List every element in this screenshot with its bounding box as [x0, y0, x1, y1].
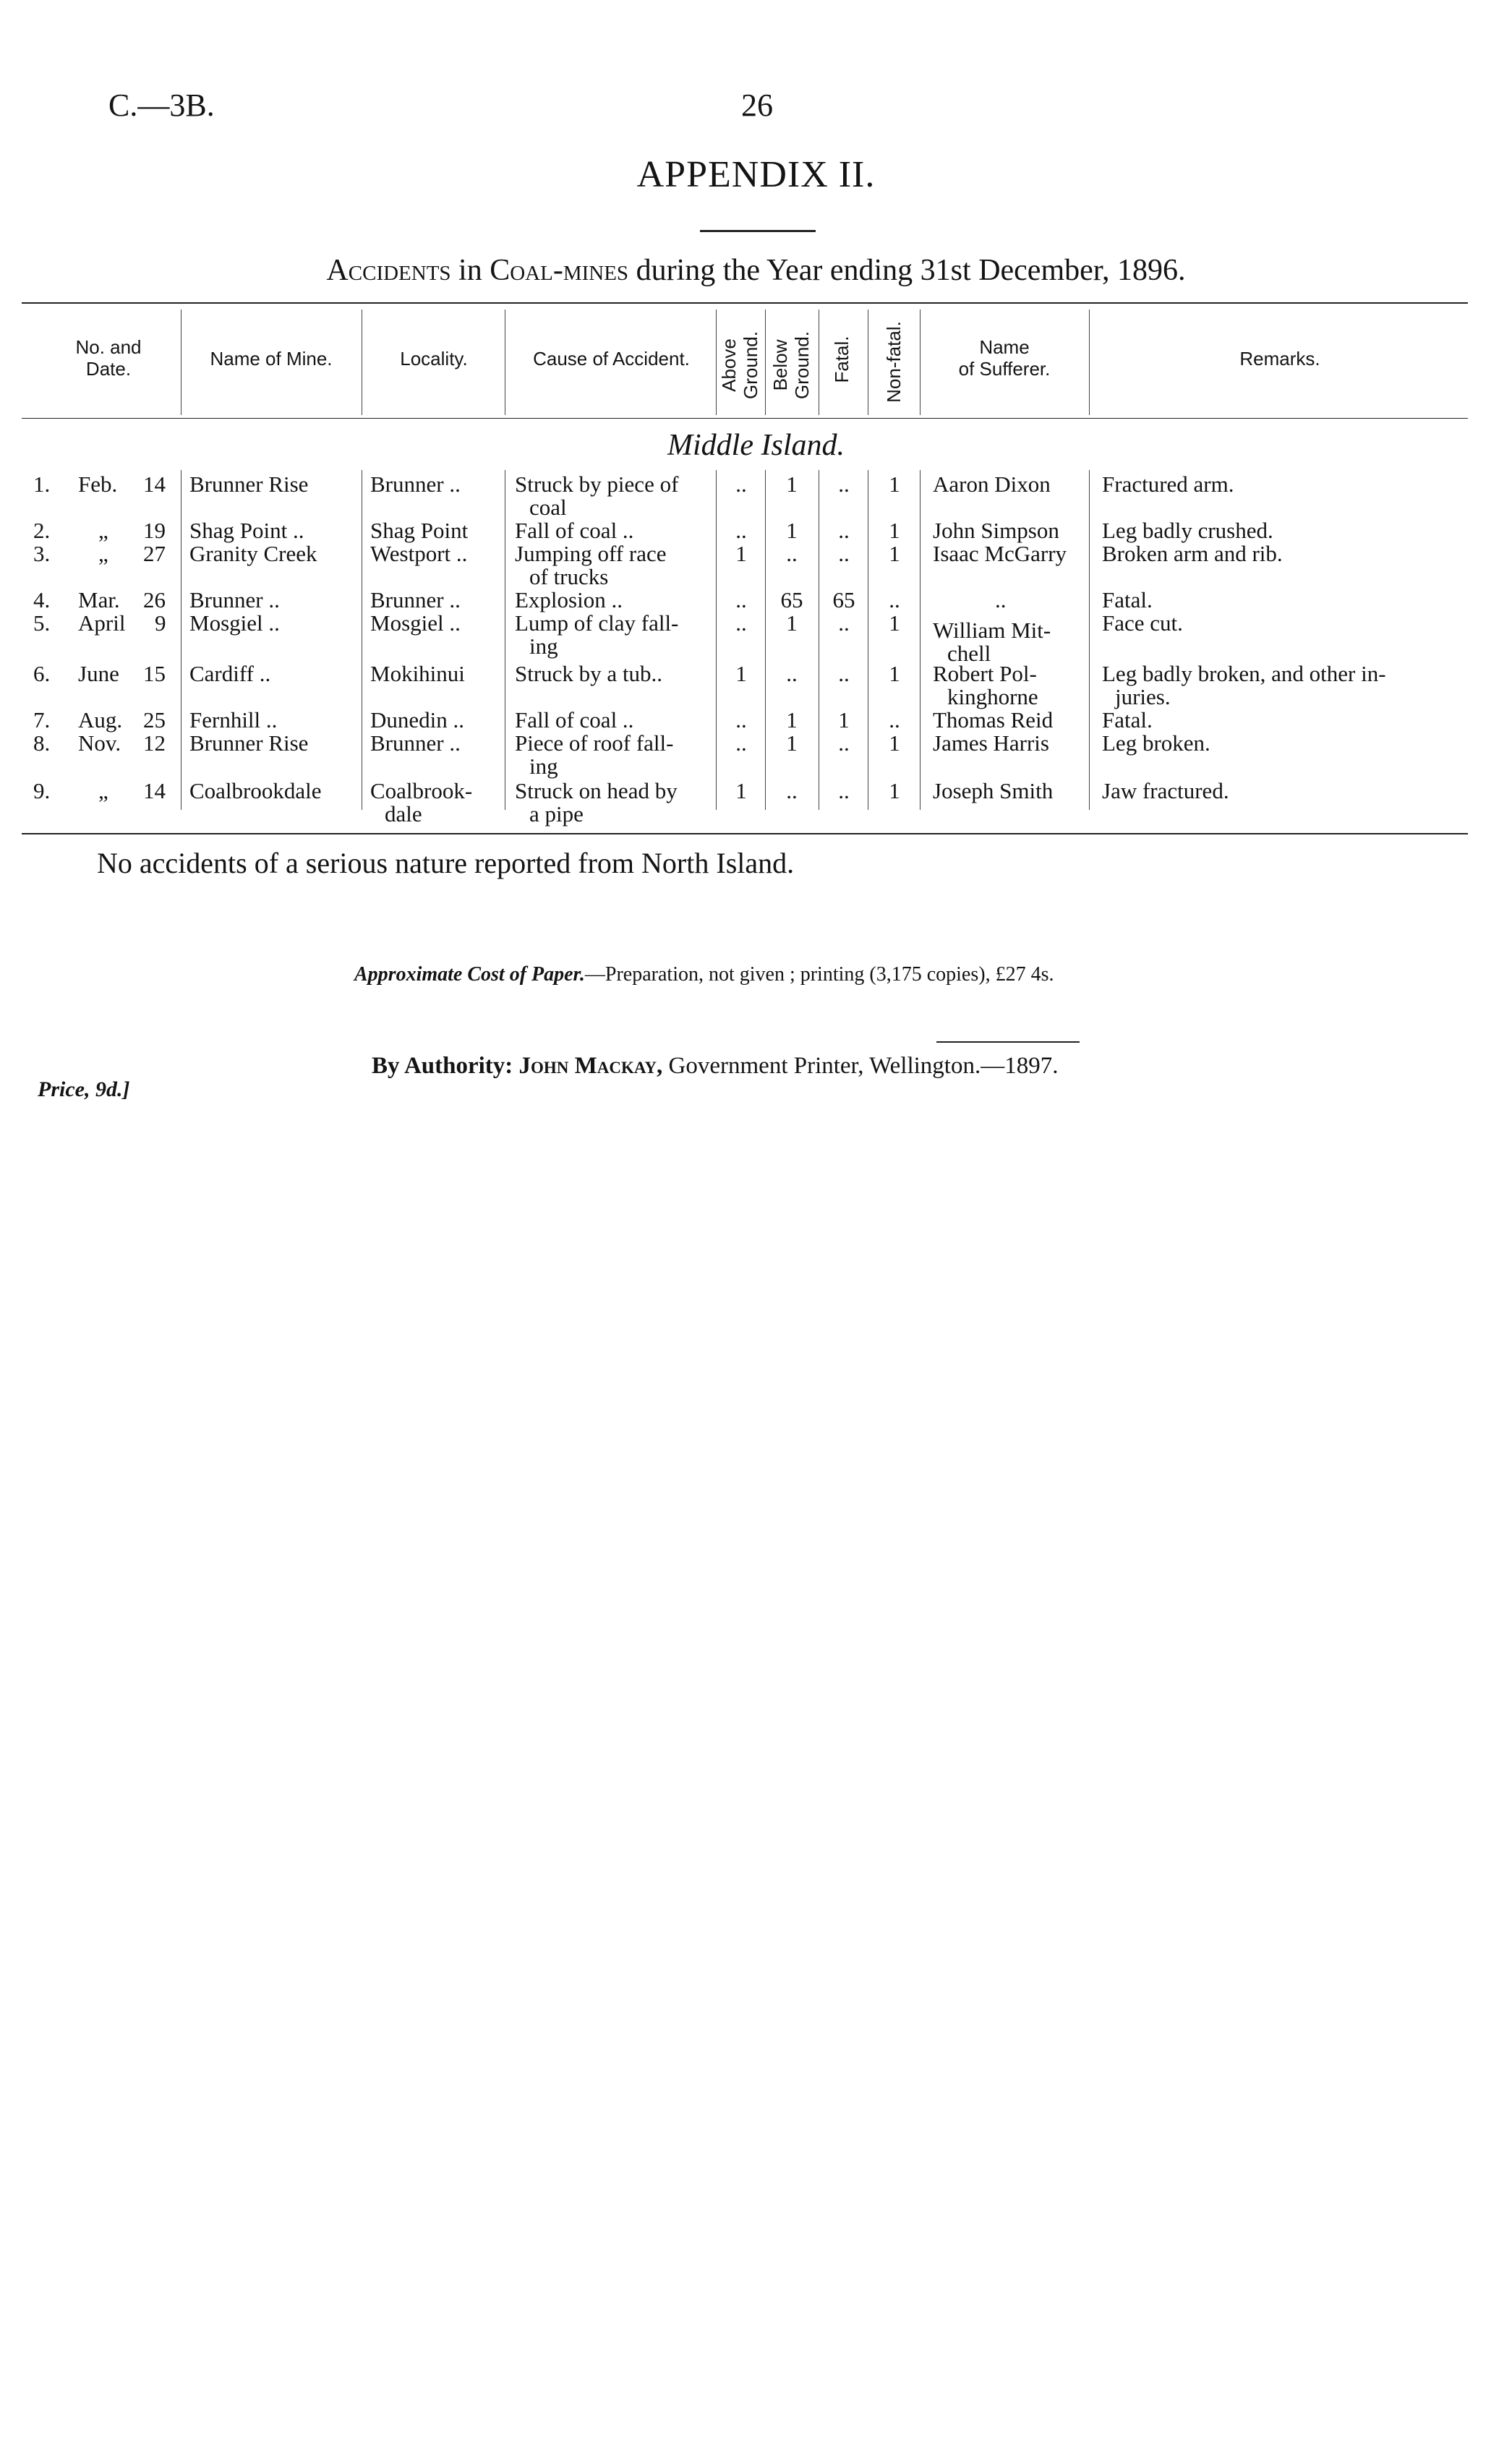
row-mine: Brunner .. [189, 587, 280, 612]
row-day: 25 [143, 707, 166, 733]
caption-word-accidents: Accidents [326, 254, 451, 287]
row-day: 15 [143, 661, 166, 686]
table-top-rule [22, 302, 1468, 304]
row-nonfatal: 1 [889, 730, 900, 756]
row-remarks: Leg broken. [1102, 730, 1210, 756]
row-remarks-line2: juries. [1115, 684, 1171, 709]
body-divider [716, 470, 717, 810]
row-locality: Shag Point [370, 518, 469, 543]
row-locality: Dunedin .. [370, 707, 465, 733]
document-code: C.—3B. [108, 87, 215, 123]
row-remarks: Fractured arm. [1102, 471, 1234, 497]
row-above: .. [735, 518, 747, 543]
row-nonfatal: 1 [889, 518, 900, 543]
row-nonfatal: 1 [889, 471, 900, 497]
row-cause-line1: Jumping off race [515, 541, 667, 566]
appendix-title: APPENDIX II. [636, 154, 876, 195]
row-above: .. [735, 707, 747, 733]
row-nonfatal: .. [889, 707, 900, 733]
row-below: 1 [786, 707, 798, 733]
row-fatal: .. [838, 610, 850, 636]
row-above: .. [735, 471, 747, 497]
row-day: 27 [143, 541, 166, 566]
row-cause-line1: Struck on head by [515, 778, 678, 803]
row-day: 19 [143, 518, 166, 543]
caption-rest: during the Year ending 31st December, 1896. [628, 254, 1186, 287]
authority-rest: Government Printer, Wellington.—1897. [662, 1053, 1059, 1079]
table-bottom-rule [22, 833, 1468, 834]
row-remarks: Fatal. [1102, 707, 1153, 733]
row-fatal: .. [838, 778, 850, 803]
table-caption [0, 253, 1512, 288]
row-nonfatal: 1 [889, 541, 900, 566]
row-number: 6. [33, 661, 51, 686]
row-cause-line2: ing [529, 753, 558, 779]
north-island-note: No accidents of a serious nature reported from North Island. [97, 847, 795, 879]
row-mine: Mosgiel .. [189, 610, 280, 636]
row-month: April [78, 610, 126, 636]
row-locality: Westport .. [370, 541, 468, 566]
row-cause-line1: Piece of roof fall- [515, 730, 674, 756]
row-mine: Coalbrookdale [189, 778, 322, 803]
row-mine: Brunner Rise [189, 730, 309, 756]
row-below: .. [786, 661, 798, 686]
row-below: 1 [786, 471, 798, 497]
row-locality: Mosgiel .. [370, 610, 461, 636]
row-above: .. [735, 587, 747, 612]
row-mine: Brunner Rise [189, 471, 309, 497]
row-sufferer: Isaac McGarry [933, 541, 1067, 566]
row-below: 1 [786, 518, 798, 543]
row-below: 65 [780, 587, 803, 612]
row-number: 7. [33, 707, 51, 733]
row-fatal: 1 [838, 707, 850, 733]
row-mine: Cardiff .. [189, 661, 271, 686]
cost-text: —Preparation, not given ; printing (3,175 copies), £27 4s. [584, 963, 1054, 986]
col-head-locality: Locality. [400, 348, 468, 370]
row-month: Nov. [78, 730, 121, 756]
authority-line [372, 1053, 1058, 1080]
row-remarks: Face cut. [1102, 610, 1183, 636]
row-nonfatal: .. [889, 587, 900, 612]
row-number: 3. [33, 541, 51, 566]
row-cause-line1: Struck by piece of [515, 471, 679, 497]
row-fatal: .. [838, 661, 850, 686]
row-cause-line2: ing [529, 633, 558, 659]
body-divider [920, 470, 921, 810]
row-month: Feb. [78, 471, 118, 497]
row-remarks: Leg badly crushed. [1102, 518, 1273, 543]
row-fatal: .. [838, 518, 850, 543]
row-month: June [78, 661, 119, 686]
row-nonfatal: 1 [889, 661, 900, 686]
row-month: „ [98, 778, 108, 803]
row-month: Aug. [78, 707, 123, 733]
cost-label: Approximate Cost of Paper. [354, 963, 585, 986]
row-mine: Fernhill .. [189, 707, 278, 733]
cost-of-paper [354, 963, 1054, 986]
row-sufferer: Joseph Smith [933, 778, 1054, 803]
row-fatal: .. [838, 541, 850, 566]
row-number: 4. [33, 587, 51, 612]
row-month: „ [98, 541, 108, 566]
row-above: 1 [735, 661, 747, 686]
row-sufferer-line1: William Mit- [933, 618, 1051, 643]
row-number: 5. [33, 610, 51, 636]
row-cause-line2: a pipe [529, 801, 584, 827]
row-remarks: Jaw fractured. [1102, 778, 1229, 803]
col-head-nonfatal: Non-fatal. [883, 321, 905, 403]
col-head-fatal: Fatal. [831, 336, 853, 383]
row-locality-line1: Coalbrook- [370, 778, 473, 803]
row-number: 1. [33, 471, 51, 497]
row-remarks: Broken arm and rib. [1102, 541, 1283, 566]
row-day: 12 [143, 730, 166, 756]
authority-rule [936, 1041, 1080, 1043]
row-cause-line1: Explosion .. [515, 587, 623, 612]
col-head-above-ground: Above Ground. [718, 331, 761, 399]
row-locality: Brunner .. [370, 730, 461, 756]
caption-word-coal-mines: Coal-mines [490, 254, 629, 287]
row-sufferer: James Harris [933, 730, 1049, 756]
col-head-no-date: No. and Date. [75, 336, 142, 380]
row-day: 26 [143, 587, 166, 612]
row-above: 1 [735, 541, 747, 566]
row-above: .. [735, 610, 747, 636]
row-cause-line2: coal [529, 495, 567, 520]
row-sufferer: Thomas Reid [933, 707, 1054, 733]
row-locality: Mokihinui [370, 661, 465, 686]
row-mine: Shag Point .. [189, 518, 304, 543]
row-day: 9 [155, 610, 166, 636]
row-fatal: .. [838, 471, 850, 497]
row-fatal: 65 [832, 587, 855, 612]
row-cause-line1: Struck by a tub.. [515, 661, 663, 686]
header-divider [765, 309, 766, 415]
caption-in: in [450, 254, 490, 287]
row-cause-line1: Fall of coal .. [515, 518, 634, 543]
row-below: .. [786, 778, 798, 803]
header-divider [920, 309, 921, 415]
page-number: 26 [741, 87, 773, 123]
row-locality: Brunner .. [370, 587, 461, 612]
row-nonfatal: 1 [889, 778, 900, 803]
row-month: Mar. [78, 587, 120, 612]
row-fatal: .. [838, 730, 850, 756]
header-divider [716, 309, 717, 415]
row-day: 14 [143, 778, 166, 803]
header-divider [1089, 309, 1090, 415]
row-below: 1 [786, 610, 798, 636]
row-number: 2. [33, 518, 51, 543]
row-day: 14 [143, 471, 166, 497]
row-remarks-line1: Leg badly broken, and other in- [1102, 661, 1386, 686]
row-number: 8. [33, 730, 51, 756]
row-remarks: Fatal. [1102, 587, 1153, 612]
row-sufferer-line2: chell [947, 641, 991, 666]
row-sufferer: .. [995, 587, 1007, 612]
row-above: 1 [735, 778, 747, 803]
body-divider [1089, 470, 1090, 810]
title-rule [700, 230, 816, 232]
col-head-below-ground: Below Ground. [769, 331, 813, 399]
price: Price, 9d.] [38, 1077, 130, 1101]
section-title: Middle Island. [667, 429, 845, 462]
col-head-sufferer: Name of Sufferer. [958, 336, 1051, 380]
table-header-rule [22, 418, 1468, 419]
row-cause-line1: Fall of coal .. [515, 707, 634, 733]
row-below: .. [786, 541, 798, 566]
row-cause-line2: of trucks [529, 564, 609, 589]
col-head-cause: Cause of Accident. [533, 348, 690, 370]
row-sufferer-line2: kinghorne [947, 684, 1038, 709]
body-divider [765, 470, 766, 810]
authority-by: By Authority: [372, 1053, 513, 1079]
row-sufferer-line1: Robert Pol- [933, 661, 1037, 686]
row-nonfatal: 1 [889, 610, 900, 636]
row-below: 1 [786, 730, 798, 756]
row-month: „ [98, 518, 108, 543]
row-cause-line1: Lump of clay fall- [515, 610, 679, 636]
row-locality: Brunner .. [370, 471, 461, 497]
row-sufferer: John Simpson [933, 518, 1059, 543]
col-head-mine: Name of Mine. [210, 348, 333, 370]
col-head-remarks: Remarks. [1239, 348, 1320, 370]
row-sufferer: Aaron Dixon [933, 471, 1051, 497]
row-mine: Granity Creek [189, 541, 317, 566]
row-number: 9. [33, 778, 51, 803]
row-above: .. [735, 730, 747, 756]
row-locality-line2: dale [385, 801, 422, 827]
printer-name: John Mackay, [518, 1053, 663, 1079]
